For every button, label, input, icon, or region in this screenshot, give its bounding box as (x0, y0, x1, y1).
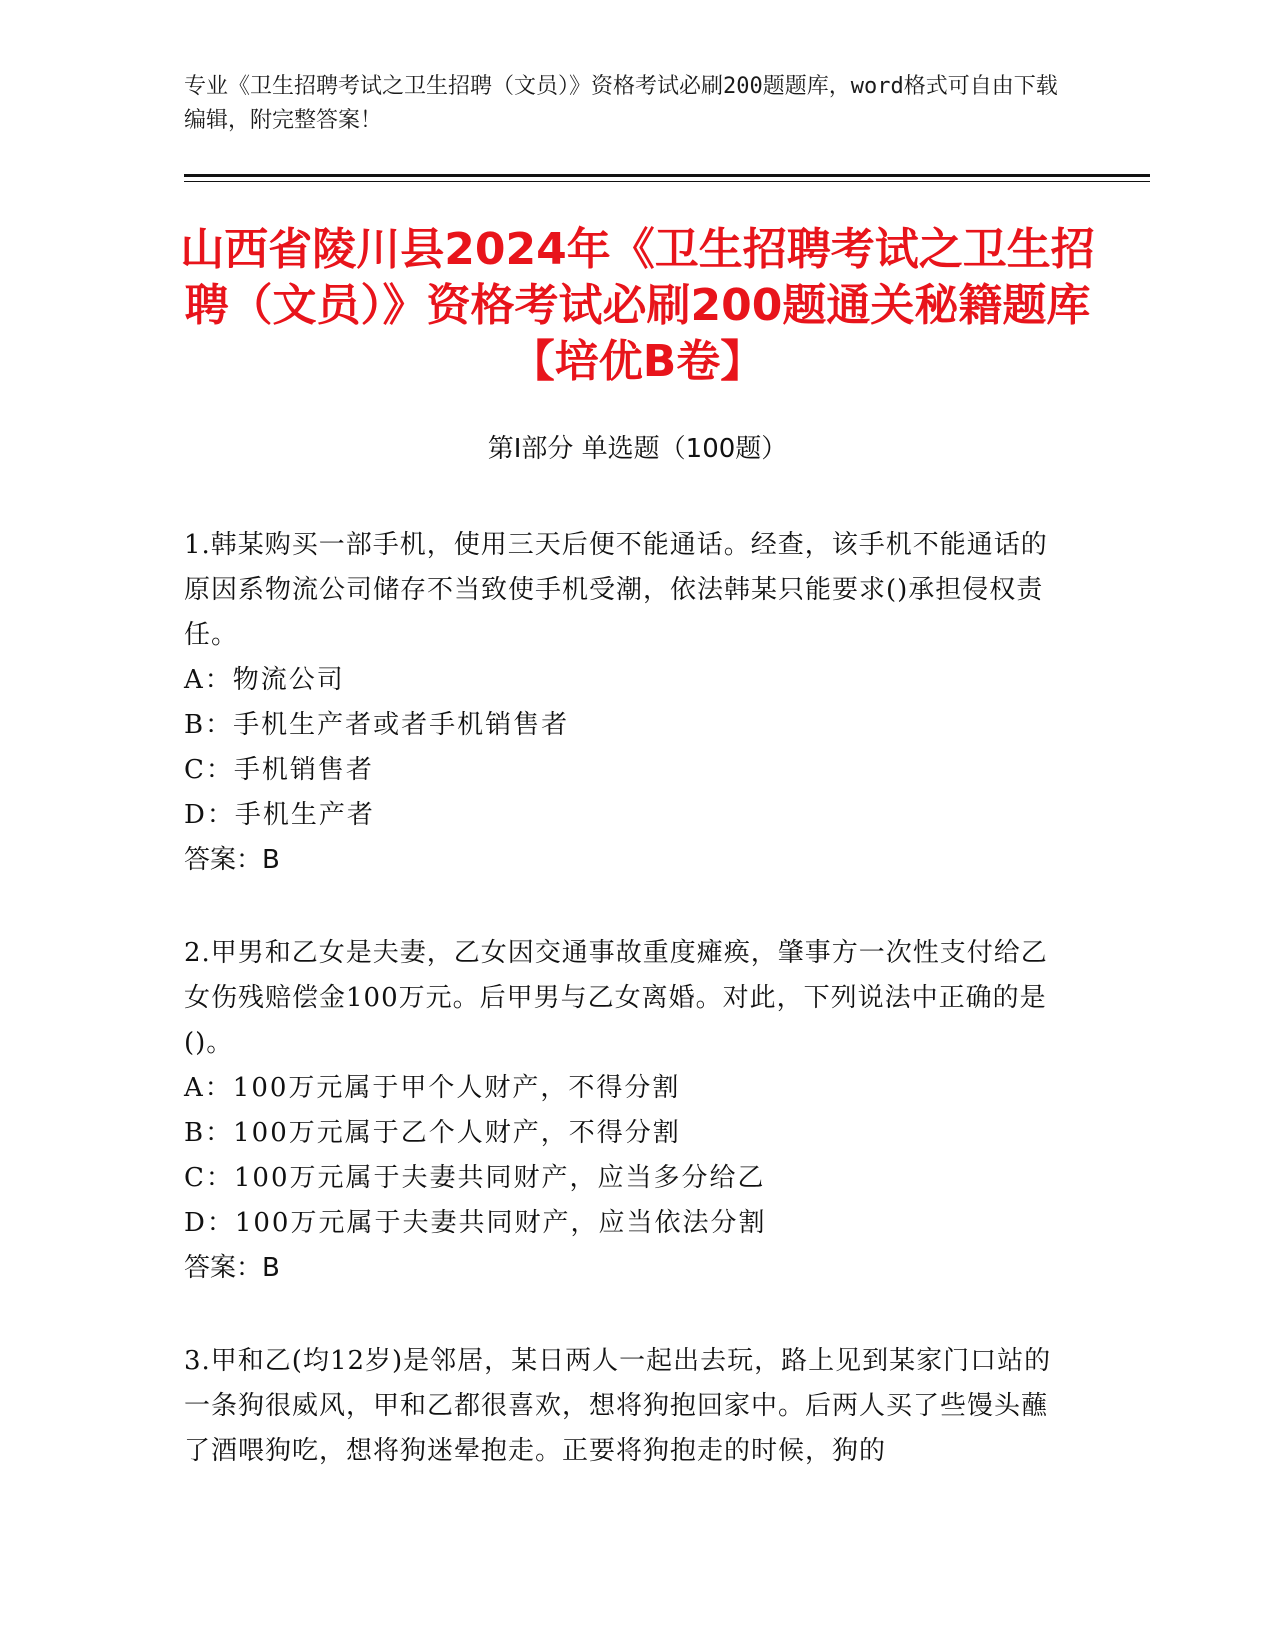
option-a: A：物流公司 (184, 665, 345, 695)
option-d: D：100万元属于夫妻共同财产，应当依法分割 (184, 1208, 767, 1238)
header-rule-thick (184, 174, 1150, 177)
question-stem: 3.甲和乙(均12岁)是邻居，某日两人一起出去玩，路上见到某家门口站的一条狗很威风，甲和乙都很喜欢，想将狗抱回家中。后两人买了些馒头蘸了酒喂狗吃，想将狗迷晕抱走。正要将狗抱走的时候，狗的 (184, 1346, 1052, 1466)
option-c: C：100万元属于夫妻共同财产，应当多分给乙 (184, 1163, 766, 1193)
option-d: D：手机生产者 (184, 800, 375, 830)
header-note: 专业《卫生招聘考试之卫生招聘（文员）》资格考试必刷200题题库，word格式可自由下载编辑，附完整答案！ (184, 74, 1058, 133)
question-stem: 1.韩某购买一部手机，使用三天后便不能通话。经查，该手机不能通话的原因系物流公司储存不当致使手机受潮，依法韩某只能要求()承担侵权责任。 (184, 530, 1048, 650)
option-a: A：100万元属于甲个人财产，不得分割 (184, 1073, 681, 1103)
answer: 答案：B (184, 845, 280, 875)
question-stem: 2.甲男和乙女是夫妻，乙女因交通事故重度瘫痪，肇事方一次性支付给乙女伤残赔偿金100万元。后甲男与乙女离婚。对此，下列说法中正确的是()。 (184, 938, 1048, 1058)
question-3 (184, 1339, 1064, 1474)
question-list (184, 523, 1064, 1522)
section-title: 第I部分 单选题（100题） (487, 434, 788, 464)
option-b: B：100万元属于乙个人财产，不得分割 (184, 1118, 681, 1148)
question-1 (184, 523, 1064, 883)
option-c: C：手机销售者 (184, 755, 374, 785)
header-rule-thin (184, 181, 1150, 182)
option-b: B：手机生产者或者手机销售者 (184, 710, 570, 740)
question-2 (184, 931, 1064, 1291)
answer: 答案：B (184, 1253, 280, 1283)
document-title: 山西省陵川县2024年《卫生招聘考试之卫生招聘（文员）》资格考试必刷200题通关秘籍题库【培优B卷】 (180, 224, 1095, 387)
